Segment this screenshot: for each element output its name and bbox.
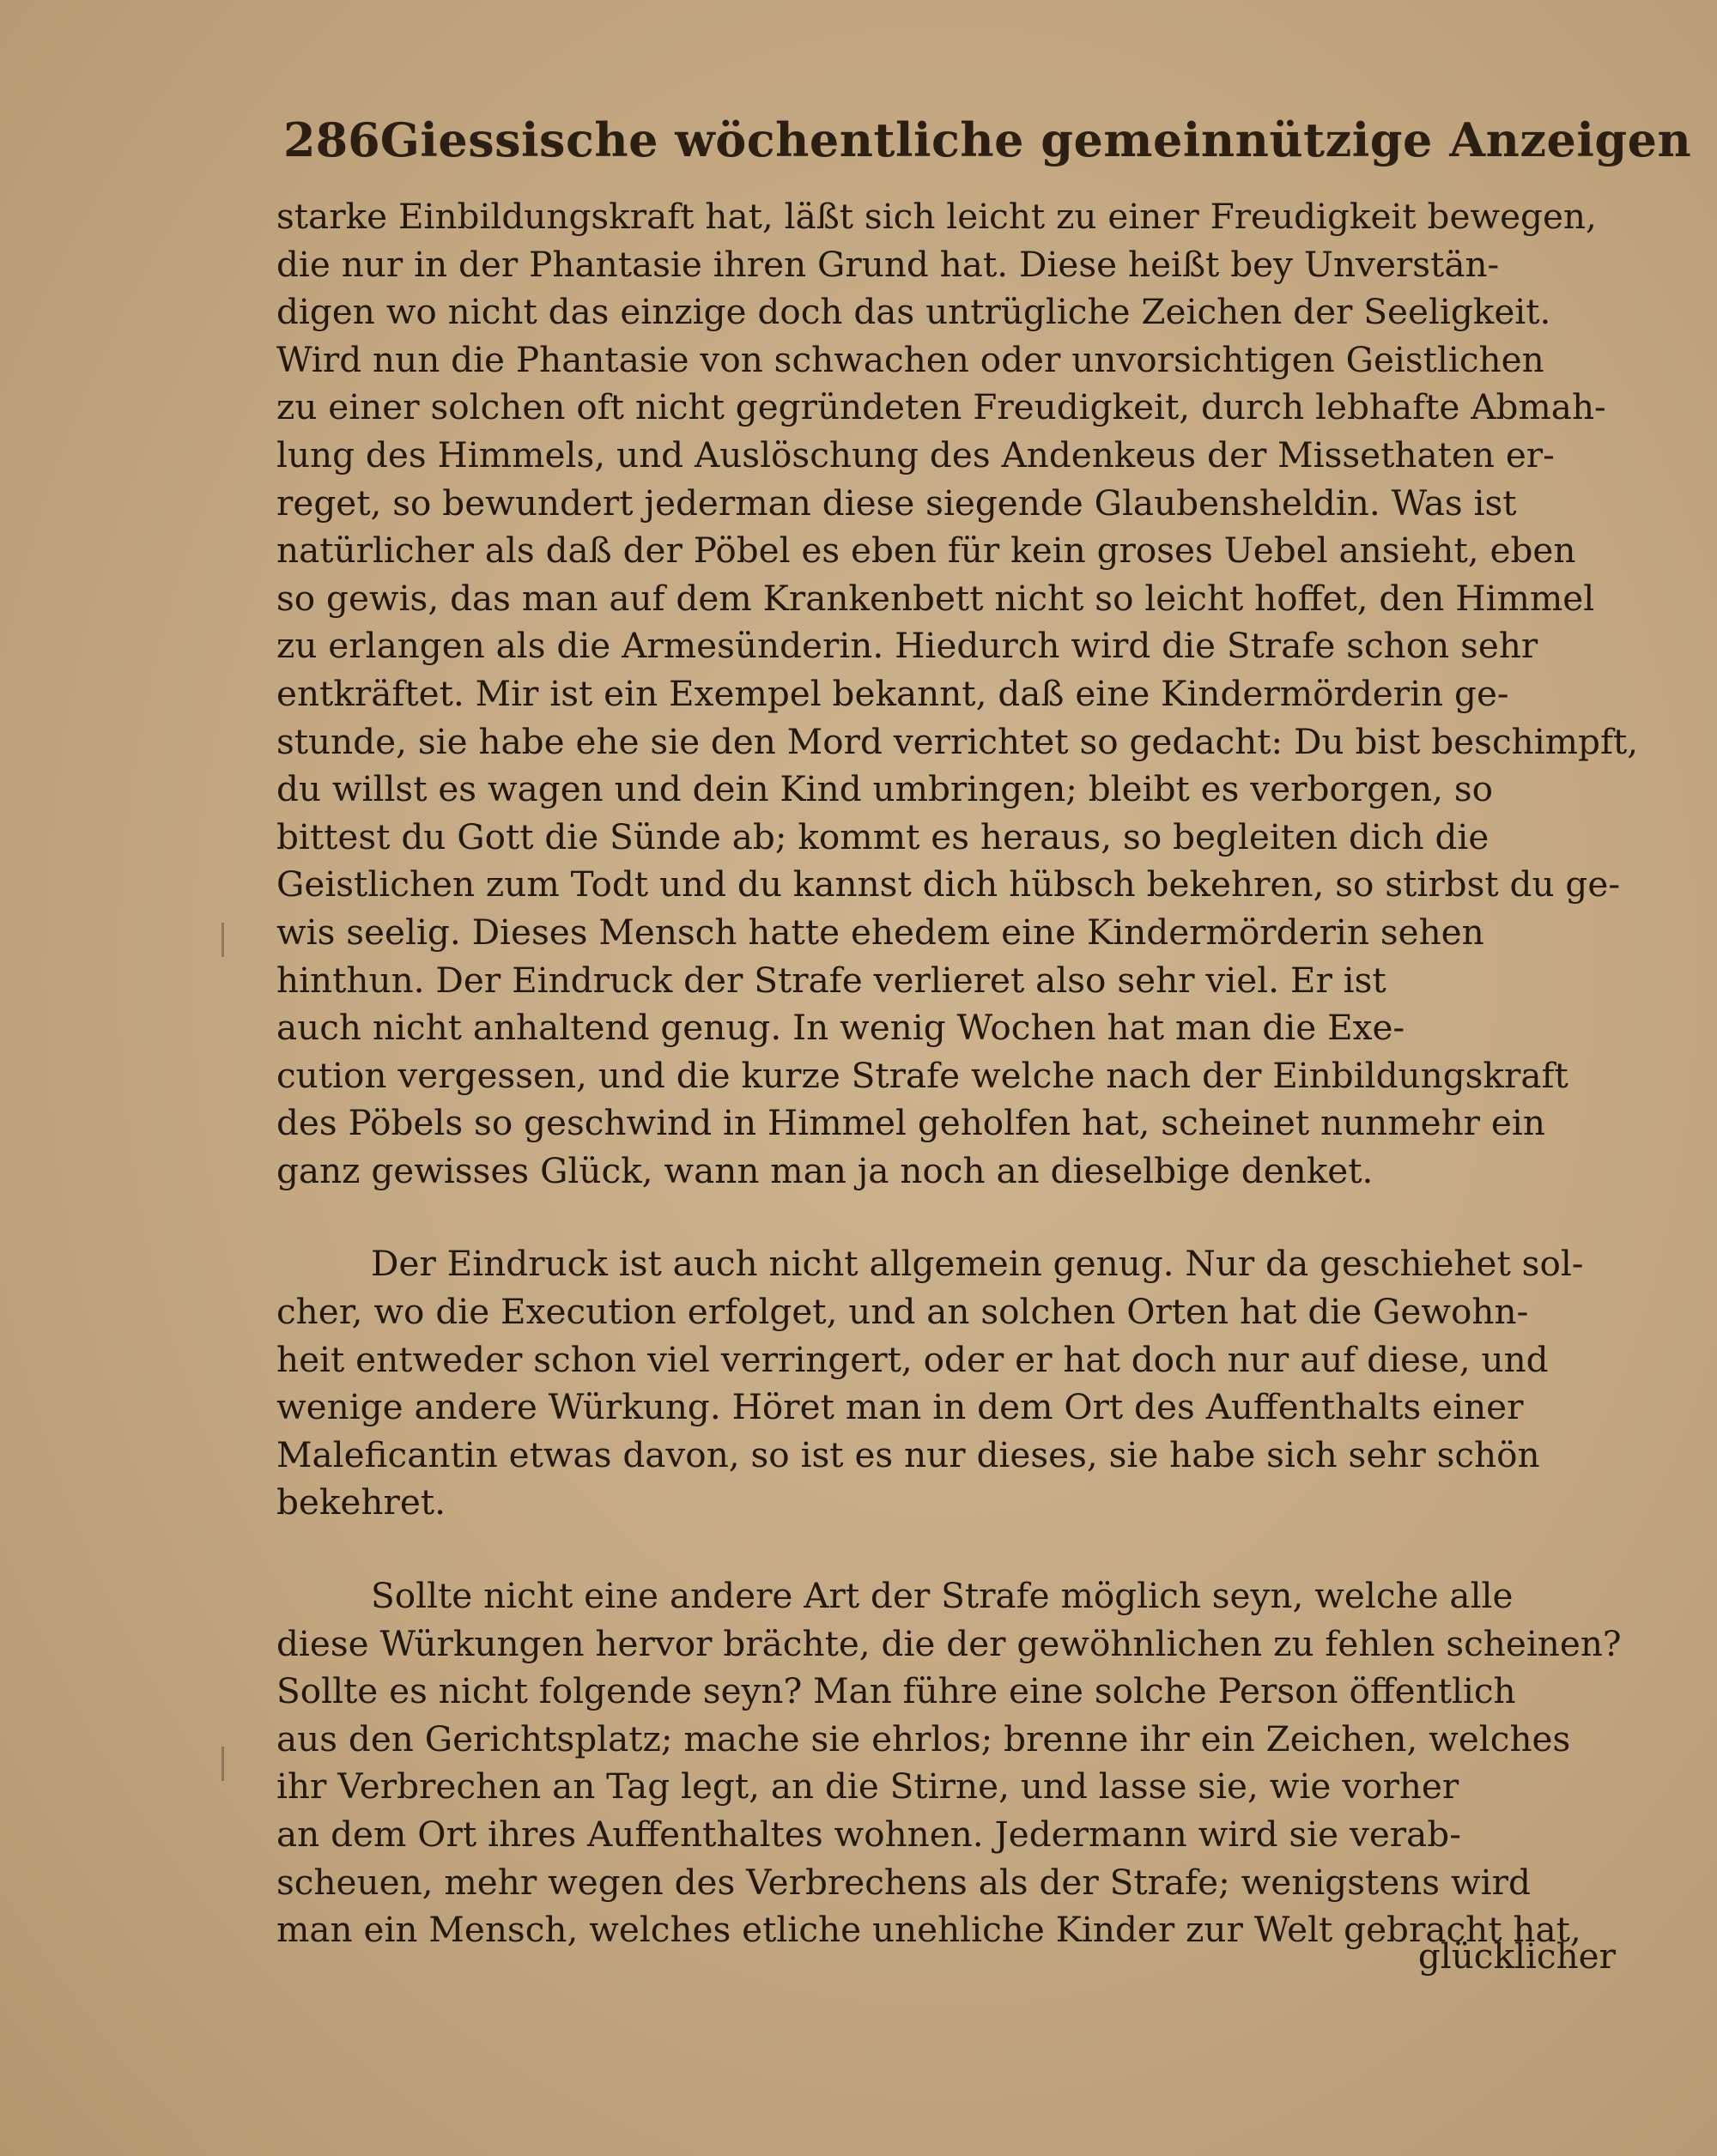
text-line: Wird nun die Phantasie von schwachen oder unvorsichtigen Geistlichen bbox=[276, 338, 1544, 380]
text-line: Sollte nicht eine andere Art der Strafe möglich seyn, welche alle bbox=[371, 1575, 1514, 1617]
paragraph-2 bbox=[276, 1240, 1616, 1527]
text-line: reget, so bewundert jederman diese siegende Glaubensheldin. Was ist bbox=[276, 481, 1517, 524]
text-line: die nur in der Phantasie ihren Grund hat. Diese heißt bey Unverstän- bbox=[276, 243, 1500, 285]
text-line: cher, wo die Execution erfolget, und an solchen Orten hat die Gewohn- bbox=[276, 1291, 1529, 1333]
text-line: diese Würkungen hervor brächte, die der gewöhnlichen zu fehlen scheinen? bbox=[276, 1622, 1622, 1664]
text-line: zu erlangen als die Armesünderin. Hiedurch wird die Strafe schon sehr bbox=[276, 625, 1538, 667]
text-line: natürlicher als daß der Pöbel es eben für kein groses Uebel ansieht, eben bbox=[276, 530, 1576, 572]
text-line: Maleficantin etwas davon, so ist es nur dieses, sie habe sich sehr schön bbox=[276, 1433, 1540, 1475]
text-line: auch nicht anhaltend genug. In wenig Wochen hat man die Exe- bbox=[276, 1007, 1405, 1049]
running-title: Giessische wöchentliche gemeinnützige Anzeigen bbox=[379, 112, 1692, 167]
text-line: bekehret. bbox=[276, 1481, 446, 1523]
text-line: heit entweder schon viel verringert, oder er hat doch nur auf diese, und bbox=[276, 1338, 1549, 1380]
page-number: 286 bbox=[283, 112, 380, 167]
text-line: starke Einbildungskraft hat, läßt sich leicht zu einer Freudigkeit bewegen, bbox=[276, 196, 1597, 237]
text-line: entkräftet. Mir ist ein Exempel bekannt, daß eine Kindermörderin ge- bbox=[276, 672, 1509, 714]
text-line: stunde, sie habe ehe sie den Mord verrichtet so gedacht: Du bist beschimpft, bbox=[276, 720, 1639, 762]
margin-mark bbox=[221, 923, 224, 957]
text-line: lung des Himmels, und Auslöschung des Andenkeus der Missethaten er- bbox=[276, 433, 1555, 475]
text-line: cution vergessen, und die kurze Strafe welche nach der Einbildungskraft bbox=[276, 1054, 1568, 1096]
text-line: ganz gewisses Glück, wann man ja noch an dieselbige denket. bbox=[276, 1149, 1374, 1191]
page-header bbox=[283, 101, 1692, 179]
text-line: Sollte es nicht folgende seyn? Man führe eine solche Person öffentlich bbox=[276, 1670, 1516, 1712]
text-line: wis seelig. Dieses Mensch hatte ehedem eine Kindermörderin sehen bbox=[276, 911, 1484, 953]
text-line: du willst es wagen und dein Kind umbringen; bleibt es verborgen, so bbox=[276, 768, 1494, 810]
text-line: man ein Mensch, welches etliche unehliche Kinder zur Welt gebracht hat, bbox=[276, 1909, 1581, 1951]
text-line: aus den Gerichtsplatz; mache sie ehrlos; brenne ihr ein Zeichen, welches bbox=[276, 1717, 1571, 1759]
text-line: so gewis, das man auf dem Krankenbett nicht so leicht hoffet, den Himmel bbox=[276, 577, 1595, 619]
text-line: scheuen, mehr wegen des Verbrechens als der Strafe; wenigstens wird bbox=[276, 1861, 1531, 1903]
text-line: Der Eindruck ist auch nicht allgemein genug. Nur da geschiehet sol- bbox=[371, 1243, 1584, 1285]
text-line: bittest du Gott die Sünde ab; kommt es heraus, so begleiten dich die bbox=[276, 815, 1489, 857]
text-line: Geistlichen zum Todt und du kannst dich hübsch bekehren, so stirbst du ge- bbox=[276, 863, 1621, 905]
text-line: des Pöbels so geschwind in Himmel geholfen hat, scheinet nunmehr ein bbox=[276, 1102, 1545, 1144]
text-line: wenige andere Würkung. Höret man in dem Ort des Auffenthalts einer bbox=[276, 1386, 1524, 1428]
catchword: glücklicher bbox=[1417, 1935, 1616, 1977]
text-line: ihr Verbrechen an Tag legt, an die Stirne, und lasse sie, wie vorher bbox=[276, 1765, 1459, 1808]
text-line: zu einer solchen oft nicht gegründeten Freudigkeit, durch lebhafte Abmah- bbox=[276, 386, 1606, 428]
text-line: digen wo nicht das einzige doch das untrügliche Zeichen der Seeligkeit. bbox=[276, 291, 1551, 333]
text-line: an dem Ort ihres Auffenthaltes wohnen. Jedermann wird sie verab- bbox=[276, 1814, 1461, 1855]
paragraph-1 bbox=[276, 193, 1639, 1195]
paragraph-3 bbox=[276, 1572, 1622, 1954]
body-text bbox=[276, 193, 1639, 1954]
margin-mark bbox=[221, 1747, 224, 1781]
text-line: hinthun. Der Eindruck der Strafe verlieret also sehr viel. Er ist bbox=[276, 959, 1386, 1001]
